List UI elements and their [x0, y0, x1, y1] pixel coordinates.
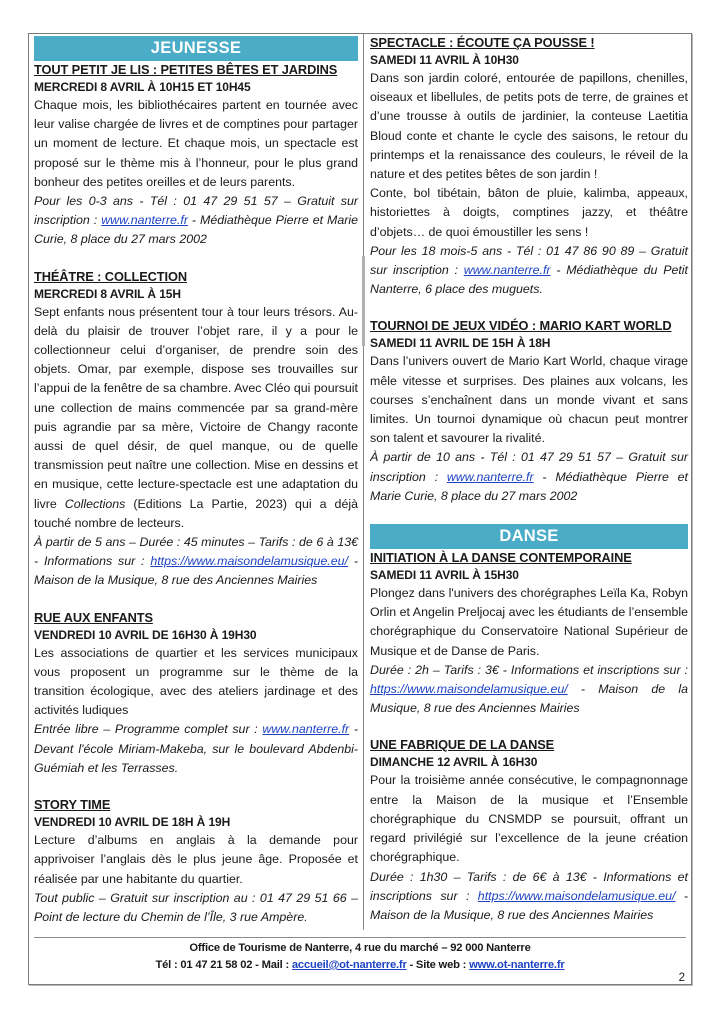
event-description: Chaque mois, les bibliothécaires partent en tournée avec leur valise chargée de livres et de comptines pour partager un moment de lecture. Et chaque mois, un spectacle est proposé sur le thème mis à l’honneur, pour le plus grand bonheur des petites oreilles et de leurs parents. — [34, 98, 358, 189]
right-column — [370, 34, 688, 943]
page-frame — [28, 33, 692, 985]
event-ecoute-ca-pousse — [370, 34, 688, 299]
section-banner-jeunesse: JEUNESSE — [34, 36, 358, 61]
link-nanterre[interactable]: www.nanterre.fr — [101, 213, 188, 228]
event-info — [370, 448, 688, 506]
event-description: Dans l’univers ouvert de Mario Kart World, chaque virage mêle vitesse et surprises. Des plaines aux volcans, les courses s’enchaînent dans un monde vivant et sans limites. Un tournoi dynamique où chacun peut montrer son talent et savourer la rivalité. — [370, 354, 688, 446]
event-description — [34, 303, 358, 533]
book-title: Collections — [64, 496, 126, 511]
link-maisondelamusique[interactable]: https://www.maisondelamusique.eu/ — [370, 682, 568, 697]
event-title: SPECTACLE : ÉCOUTE ÇA POUSSE ! — [370, 35, 595, 50]
info-location: - Médiathèque Pierre et Marie Curie, 8 place du 27 mars 2002 — [370, 469, 688, 503]
desc-text: (Editions La Partie, 2023) qui a déjà touché nombre de lecteurs. — [34, 496, 358, 530]
event-info: Tout public – Gratuit sur inscription au : 01 47 29 51 66 – Point de lecture du Chemin de l’Île, 3 rue Ampère. — [34, 890, 358, 924]
left-column — [34, 34, 358, 945]
event-tout-petit-je-lis — [34, 61, 358, 250]
link-maisondelamusique[interactable]: https://www.maisondelamusique.eu/ — [150, 554, 349, 569]
link-maisondelamusique[interactable]: https://www.maisondelamusique.eu/ — [477, 888, 676, 903]
footer-site-label: - Site web : — [406, 959, 470, 971]
event-title: TOUT PETIT JE LIS : PETITES BÊTES ET JARDINS — [34, 62, 338, 77]
event-info — [370, 661, 688, 719]
info-text: Entrée libre – Programme complet sur : — [34, 722, 263, 737]
link-nanterre[interactable]: www.nanterre.fr — [463, 263, 551, 278]
link-nanterre[interactable]: www.nanterre.fr — [262, 722, 350, 737]
event-title: THÉÂTRE : COLLECTION — [34, 268, 187, 284]
page-number: 2 — [678, 972, 685, 984]
event-title: STORY TIME — [34, 797, 111, 813]
event-date: MERCREDI 8 AVRIL À 10H15 ET 10H45 — [34, 80, 251, 94]
event-title: RUE AUX ENFANTS — [34, 609, 153, 625]
footer-divider — [34, 937, 686, 938]
event-info — [34, 720, 358, 778]
event-theatre-collection — [34, 268, 358, 591]
info-location: - Médiathèque Pierre et Marie Curie, 8 place du 27 mars 2002 — [34, 213, 358, 247]
footer-address: Office de Tourisme de Nanterre, 4 rue du marché – 92 000 Nanterre — [189, 942, 531, 954]
event-date: VENDREDI 10 AVRIL DE 18H À 19H — [34, 815, 231, 830]
event-title: INITIATION À LA DANSE CONTEMPORAINE — [370, 550, 632, 566]
event-info — [370, 242, 688, 300]
info-location: - Maison de la Musique, 8 rue des Anciennes Mairies — [370, 888, 688, 922]
event-story-time — [34, 796, 358, 927]
footer-site-link[interactable]: www.ot-nanterre.fr — [469, 959, 565, 971]
info-location: - Maison de la Musique, 8 rue des Anciennes Mairies — [34, 554, 358, 588]
footer-mail-link[interactable]: accueil@ot-nanterre.fr — [291, 959, 407, 971]
event-date: SAMEDI 11 AVRIL À 10H30 — [370, 53, 519, 67]
event-info — [34, 192, 358, 250]
event-description: Plongez dans l'univers des chorégraphes Leïla Ka, Robyn Orlin et Angelin Preljocaj avec les étudiants de l’ensemble chorégraphique du Conservatoire National Supérieur de Musique et de Danse de Paris. — [370, 586, 688, 658]
info-location: - Maison de la Musique, 8 rue des Anciennes Mairies — [370, 682, 688, 716]
event-date: MERCREDI 8 AVRIL À 15H — [34, 286, 181, 301]
event-date: SAMEDI 11 AVRIL À 15H30 — [370, 568, 519, 583]
event-fabrique-danse — [370, 736, 688, 925]
event-description: Dans son jardin coloré, entourée de papillons, chenilles, oiseaux et libellules, de petits pots de terre, de graines et d’une trousse à outils de jardinier, la conteuse Laetitia Bloud conte et chante le cycle des saisons, le retour du printemps et la renaissance des couleurs, le réveil de la nature et des petites bêtes de son jardin ! — [370, 71, 688, 182]
info-text: À partir de 10 ans - Tél : 01 47 29 51 57 – Gratuit sur inscription : — [370, 450, 688, 484]
event-description: Lecture d’albums en anglais à la demande pour apprivoiser l’anglais dès le plus jeune âge. Proposée et réalisée par une habitante du quartier. — [34, 833, 358, 886]
event-title: TOURNOI DE JEUX VIDÉO : MARIO KART WORLD — [370, 318, 672, 334]
desc-text: Sept enfants nous présentent tour à tour leurs trésors. Au-delà du plaisir de trouver l’objet rare, il y a pour le collectionneur celui d’organiser, de prendre soin des objets. Omar, par exemple, dispose ses trouvailles sur l’appui de la fenêtre de sa chambre. Avec Cléo qui poursuit une collection de mains commencée par sa grand-mère puis agrandie par sa mère, Victoire de Changy raconte aussi de quel désir, de quel manque, ou de quelle transmission peut naître une collection. Mise en dessins et en musique, cette lecture-spectacle est une adaptation du livre — [34, 304, 358, 511]
event-description: Pour la troisième année consécutive, le compagnonnage entre la Maison de la musique et l’Ensemble chorégraphique du CNSMDP se poursuit, offrant un regard privilégié sur l’excellence de la jeune création chorégraphique. — [370, 773, 688, 865]
footer-tel: Tél : 01 47 21 58 02 - Mail : — [155, 959, 292, 971]
event-description-2: Conte, bol tibétain, bâton de pluie, kalimba, appeaux, historiettes à doigts, comptines jazzy, et théâtre d’objets… de quoi émoustiller les sens ! — [370, 186, 688, 239]
event-mario-kart — [370, 317, 688, 506]
link-nanterre[interactable]: www.nanterre.fr — [446, 469, 534, 484]
info-text: Durée : 2h – Tarifs : 3€ - Informations et inscriptions sur : — [370, 662, 688, 677]
info-text: Pour les 0-3 ans - Tél : 01 47 29 51 57 – Gratuit sur inscription : — [34, 194, 358, 228]
event-info — [370, 868, 688, 926]
event-date: VENDREDI 10 AVRIL DE 16H30 À 19H30 — [34, 627, 257, 642]
section-banner-danse: DANSE — [370, 524, 688, 549]
info-location: - Devant l'école Miriam-Makeba, sur le boulevard Abdenbi-Guémiah et les Terrasses. — [34, 722, 358, 775]
event-info — [34, 533, 358, 591]
footer — [29, 940, 691, 974]
scroll-mark — [362, 256, 365, 346]
column-divider — [363, 34, 364, 930]
info-text: À partir de 5 ans – Durée : 45 minutes – Tarifs : de 6 à 13€ - Informations sur : — [34, 535, 358, 569]
event-rue-aux-enfants — [34, 609, 358, 778]
info-text: Pour les 18 mois-5 ans - Tél : 01 47 86 90 89 – Gratuit sur inscription : — [370, 243, 688, 278]
event-date: DIMANCHE 12 AVRIL À 16H30 — [370, 755, 538, 770]
info-text: Durée : 1h30 – Tarifs : de 6€ à 13€ - Informations et inscriptions sur : — [370, 869, 688, 903]
footer-contact — [29, 957, 691, 974]
event-description: Les associations de quartier et les services municipaux vous proposent un programme sur le thème de la transition écologique, avec des ateliers jardinage et des activités ludiques — [34, 645, 358, 718]
event-initiation-danse — [370, 549, 688, 718]
event-date: SAMEDI 11 AVRIL DE 15H À 18H — [370, 336, 551, 351]
info-location: - Médiathèque du Petit Nanterre, 6 place des muguets. — [370, 263, 689, 297]
event-title: UNE FABRIQUE DE LA DANSE — [370, 737, 555, 753]
